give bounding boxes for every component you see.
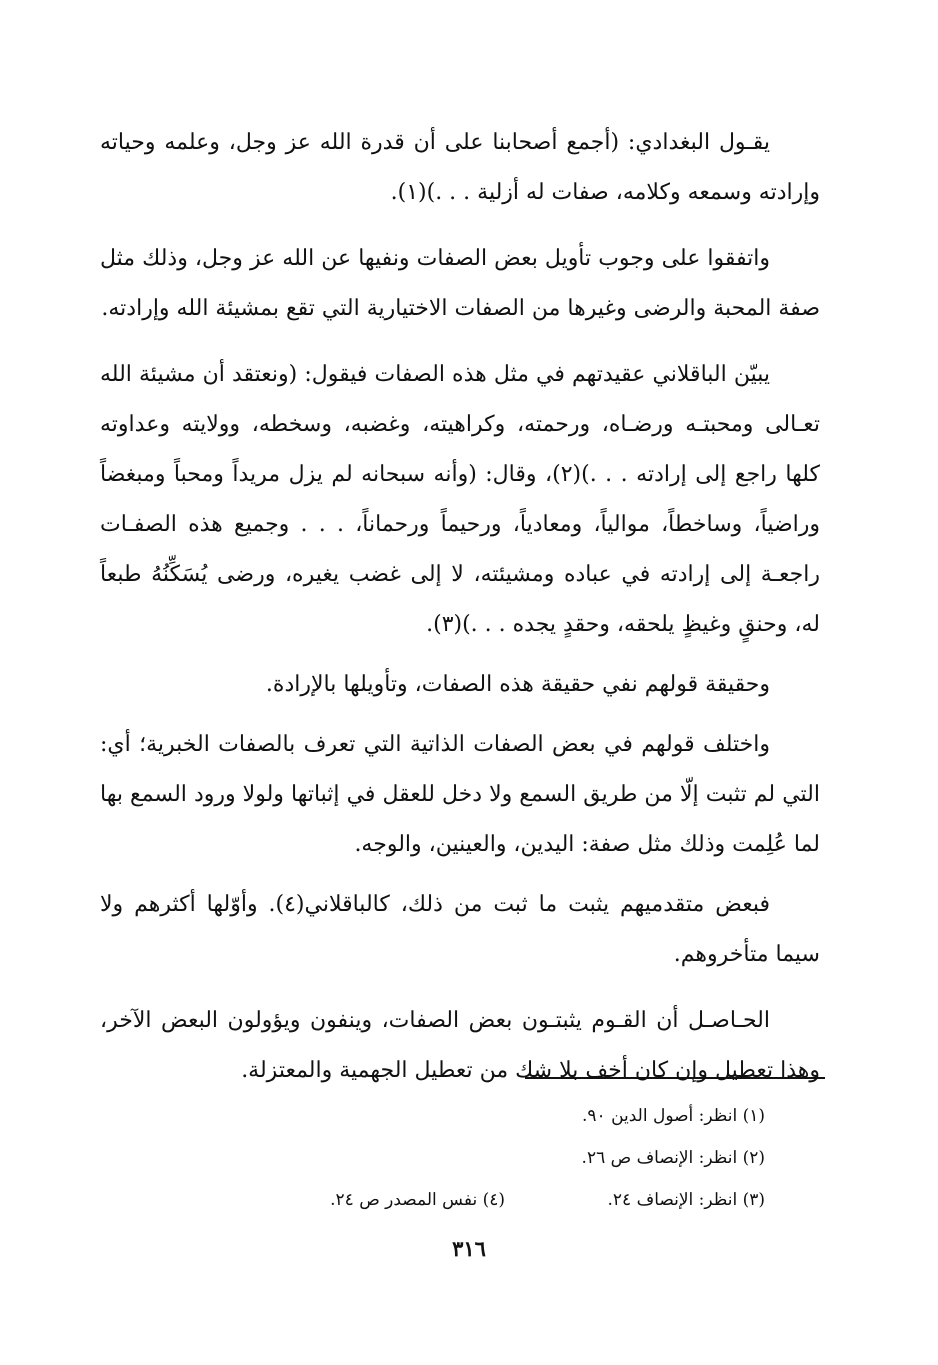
paragraph-early-vs-late: فبعض متقدميهم يثبت ما ثبت من ذلك، كالباقلاني(٤). وأوّلها أكثرهم ولا سيما متأخروهم. [100, 892, 820, 967]
main-text [100, 118, 820, 1112]
footnote-row [240, 1095, 765, 1137]
paragraph-tawil-agreement: واتفقوا على وجوب تأويل بعض الصفات ونفيها عن الله عز وجل، وذلك مثل صفة المحبة والرضى وغيرها من الصفات الاختيارية التي تقع بمشيئة الله وإرادته. [100, 246, 820, 321]
paragraph-baghdadi-quote: يقـول البغدادي: (أجمع أصحابنا على أن قدرة الله عز وجل، وعلمه وحياته وإرادته وسمعه وكلامه، صفات له أزلية . . .)(١). [100, 130, 820, 205]
footnote-2: (٢) انظر: الإنصاف ص ٢٦. [581, 1148, 765, 1168]
footnote-separator [525, 1077, 825, 1079]
footnote-3: (٣) انظر: الإنصاف ٢٤. [607, 1190, 765, 1210]
page-number: ٣١٦ [452, 1236, 486, 1261]
paragraph-reality-of-view: وحقيقة قولهم نفي حقيقة هذه الصفات، وتأويلها بالإرادة. [265, 672, 770, 697]
footnote-1: (١) انظر: أصول الدين ٩٠. [582, 1106, 765, 1126]
footnotes [240, 1095, 765, 1221]
footnote-4: (٤) نفس المصدر ص ٢٤. [330, 1190, 505, 1210]
paragraph-conclusion: الحـاصـل أن القـوم يثبتـون بعض الصفات، وينفون ويؤولون البعض الآخر، وهذا تعطيل وإن كان أخف بلا شك من تعطيل الجهمية والمعتزلة. [100, 1008, 820, 1083]
paragraph-baqillani-quote: يبيّن الباقلاني عقيدتهم في مثل هذه الصفات فيقول: (ونعتقد أن مشيئة الله تعـالى ومحبتـه ورضـاه، ورحمته، وكراهيته، وغضبه، وسخطه، وولايته وعداوته كلها راجع إلى إرادته . . .)(٢)، وقال: (وأنه سبحانه لم يزل مريداً ومحباً ومبغضاً وراضياً، وساخطاً، موالياً، ومعادياً، ورحيماً ورحماناً، . . . وجميع هذه الصفـات راجعـة إلى إرادته في عباده ومشيئته، لا إلى غضب يغيره، ورضى يُسَكِّنُهُ طبعاً له، وحنقٍ وغيظٍ يلحقه، وحقدٍ يجده . . .)(٣). [100, 362, 820, 637]
footnote-row [240, 1137, 765, 1179]
paragraph-khabari-attributes: واختلف قولهم في بعض الصفات الذاتية التي تعرف بالصفات الخبرية؛ أي: التي لم تثبت إلّا من طريق السمع ولا دخل للعقل في إثباتها ولولا ورود السمع بها لما عُلِمت وذلك مثل صفة: اليدين، والعينين، والوجه. [100, 732, 820, 857]
footnote-row [240, 1179, 765, 1221]
